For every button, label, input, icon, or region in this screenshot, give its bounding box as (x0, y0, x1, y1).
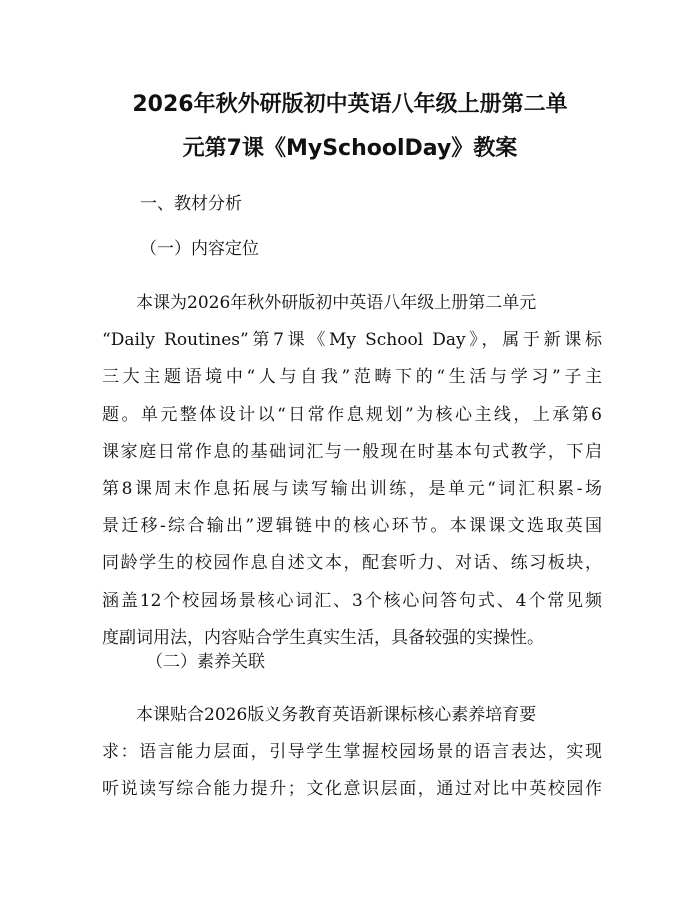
paragraph-line: 涵盖12个校园场景核心词汇、3个核心问答句式、4个常见频 (102, 590, 602, 611)
paragraph-line: 听说读写综合能力提升；文化意识层面，通过对比中英校园作 (102, 779, 602, 800)
document-title-line-2: 元第7课《MySchoolDay》教案 (182, 136, 518, 161)
paragraph-line: 第8课周末作息拓展与读写输出训练，是单元“词汇积累-场 (102, 479, 602, 500)
paragraph-line: “Daily Routines”第7课《My School Day》，属于新课标 (102, 330, 602, 351)
paragraph-content-positioning (102, 285, 602, 657)
paragraph-line: 本课贴合2026版义务教育英语新课标核心素养培育要 (136, 705, 537, 725)
paragraph-line: 求：语言能力层面，引导学生掌握校园场景的语言表达，实现 (102, 742, 602, 763)
paragraph-line: 题。单元整体设计以“日常作息规划”为核心主线，上承第6 (102, 404, 602, 425)
paragraph-line: 三大主题语境中“人与自我”范畴下的“生活与学习”子主 (102, 367, 602, 388)
paragraph-line: 景迁移-综合输出”逻辑链中的核心环节。本课课文选取英国 (102, 516, 602, 537)
paragraph-literacy-connection (102, 697, 602, 809)
document-title-line-1: 2026年秋外研版初中英语八年级上册第二单 (132, 92, 568, 117)
subsection-heading-literacy-connection: （二）素养关联 (146, 652, 265, 672)
section-heading-textbook-analysis: 一、教材分析 (140, 194, 242, 214)
paragraph-line: 同龄学生的校园作息自述文本，配套听力、对话、练习板块， (102, 553, 602, 574)
paragraph-line: 度副词用法，内容贴合学生真实生活，具备较强的实操性。 (102, 627, 544, 648)
subsection-heading-content-positioning: （一）内容定位 (140, 239, 259, 259)
paragraph-line: 课家庭日常作息的基础词汇与一般现在时基本句式教学，下启 (102, 441, 602, 462)
paragraph-line: 本课为2026年秋外研版初中英语八年级上册第二单元 (136, 293, 537, 313)
